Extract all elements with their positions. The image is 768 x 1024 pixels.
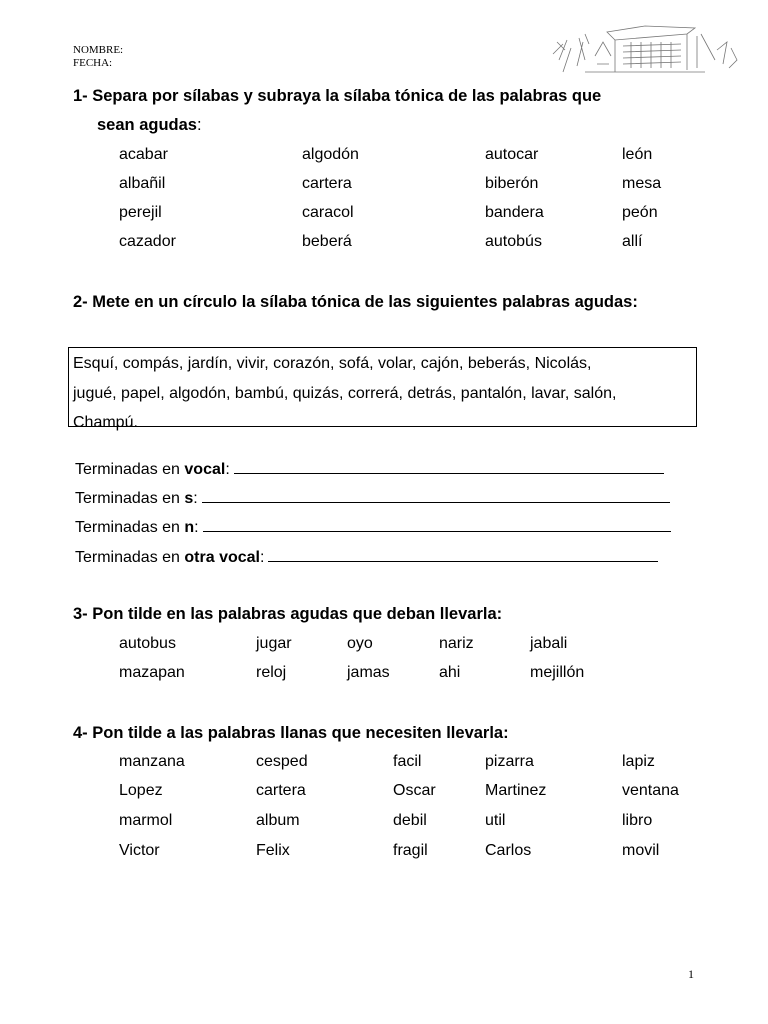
word: allí xyxy=(622,233,643,250)
word: debil xyxy=(393,812,427,829)
fill-row-prefix: Terminadas en xyxy=(75,549,185,566)
answer-line[interactable] xyxy=(202,488,670,503)
fill-row-key: s xyxy=(184,490,194,507)
word: ahi xyxy=(439,664,461,681)
word: autocar xyxy=(485,146,539,163)
exercise-2-word-box xyxy=(68,347,697,431)
fill-row-n xyxy=(75,517,671,538)
word: Carlos xyxy=(485,842,532,859)
word-box-line: Champú. xyxy=(73,414,138,431)
school-logo-icon xyxy=(545,20,750,82)
word: Felix xyxy=(256,842,290,859)
fill-row-vocal xyxy=(75,459,664,480)
word: ventana xyxy=(622,782,679,799)
word: nariz xyxy=(439,635,474,652)
fill-row-suffix: : xyxy=(194,519,199,536)
exercise-1-heading-continuation xyxy=(97,115,202,135)
word: Lopez xyxy=(119,782,163,799)
fill-row-prefix: Terminadas en xyxy=(75,519,185,536)
answer-line[interactable] xyxy=(203,517,671,532)
word: pizarra xyxy=(485,753,534,770)
word: albañil xyxy=(119,175,166,192)
word: util xyxy=(485,812,506,829)
fill-row-key: vocal xyxy=(184,461,226,478)
word: biberón xyxy=(485,175,539,192)
word: autobús xyxy=(485,233,542,250)
fill-row-key: n xyxy=(184,519,195,536)
word: jamas xyxy=(347,664,390,681)
word: perejil xyxy=(119,204,162,221)
word: caracol xyxy=(302,204,354,221)
word: manzana xyxy=(119,753,185,770)
word: reloj xyxy=(256,664,287,681)
word: Victor xyxy=(119,842,160,859)
fill-row-otra-vocal xyxy=(75,547,658,568)
fill-row-suffix: : xyxy=(193,490,198,507)
fill-row-prefix: Terminadas en xyxy=(75,490,185,507)
exercise-3-heading: 3- Pon tilde en las palabras agudas que deban llevarla: xyxy=(73,605,503,623)
word: lapiz xyxy=(622,753,655,770)
word: bandera xyxy=(485,204,544,221)
word: mazapan xyxy=(119,664,185,681)
word: facil xyxy=(393,753,422,770)
word: oyo xyxy=(347,635,373,652)
word: mesa xyxy=(622,175,662,192)
word: cazador xyxy=(119,233,176,250)
word: Oscar xyxy=(393,782,436,799)
fill-row-key: otra vocal xyxy=(184,549,260,566)
exercise-4-heading: 4- Pon tilde a las palabras llanas que necesiten llevarla: xyxy=(73,724,509,742)
word: marmol xyxy=(119,812,173,829)
word: peón xyxy=(622,204,658,221)
exercise-2-heading: 2- Mete en un círculo la sílaba tónica de las siguientes palabras agudas: xyxy=(73,293,638,311)
fecha-label: FECHA: xyxy=(73,57,113,69)
fill-row-suffix: : xyxy=(225,461,230,478)
word: jugar xyxy=(256,635,292,652)
word: jabali xyxy=(530,635,568,652)
word: mejillón xyxy=(530,664,585,681)
answer-line[interactable] xyxy=(234,459,664,474)
word: Martinez xyxy=(485,782,547,799)
exercise-1-heading: 1- Separa por sílabas y subraya la sílaba tónica de las palabras que xyxy=(73,87,602,105)
word: autobus xyxy=(119,635,176,652)
word: libro xyxy=(622,812,653,829)
word: beberá xyxy=(302,233,352,250)
word-box-line: jugué, papel, algodón, bambú, quizás, correrá, detrás, pantalón, lavar, salón, xyxy=(73,384,617,402)
word: movil xyxy=(622,842,660,859)
word: acabar xyxy=(119,146,168,163)
exercise-1-heading-colon: : xyxy=(196,116,202,134)
word: algodón xyxy=(302,146,359,163)
word: fragil xyxy=(393,842,428,859)
word: cesped xyxy=(256,753,308,770)
word: león xyxy=(622,146,653,163)
word: cartera xyxy=(256,782,306,799)
fill-row-suffix: : xyxy=(259,549,265,566)
fill-row-prefix: Terminadas en xyxy=(75,461,185,478)
nombre-label: NOMBRE: xyxy=(73,44,124,56)
word-box-line: Esquí, compás, jardín, vivir, corazón, sofá, volar, cajón, beberás, Nicolás, xyxy=(73,355,592,372)
answer-line[interactable] xyxy=(268,547,658,562)
fill-row-s xyxy=(75,488,670,509)
word: album xyxy=(256,812,300,829)
word: cartera xyxy=(302,175,352,192)
exercise-1-heading-line2: sean agudas xyxy=(97,116,197,134)
page-number: 1 xyxy=(688,967,694,981)
